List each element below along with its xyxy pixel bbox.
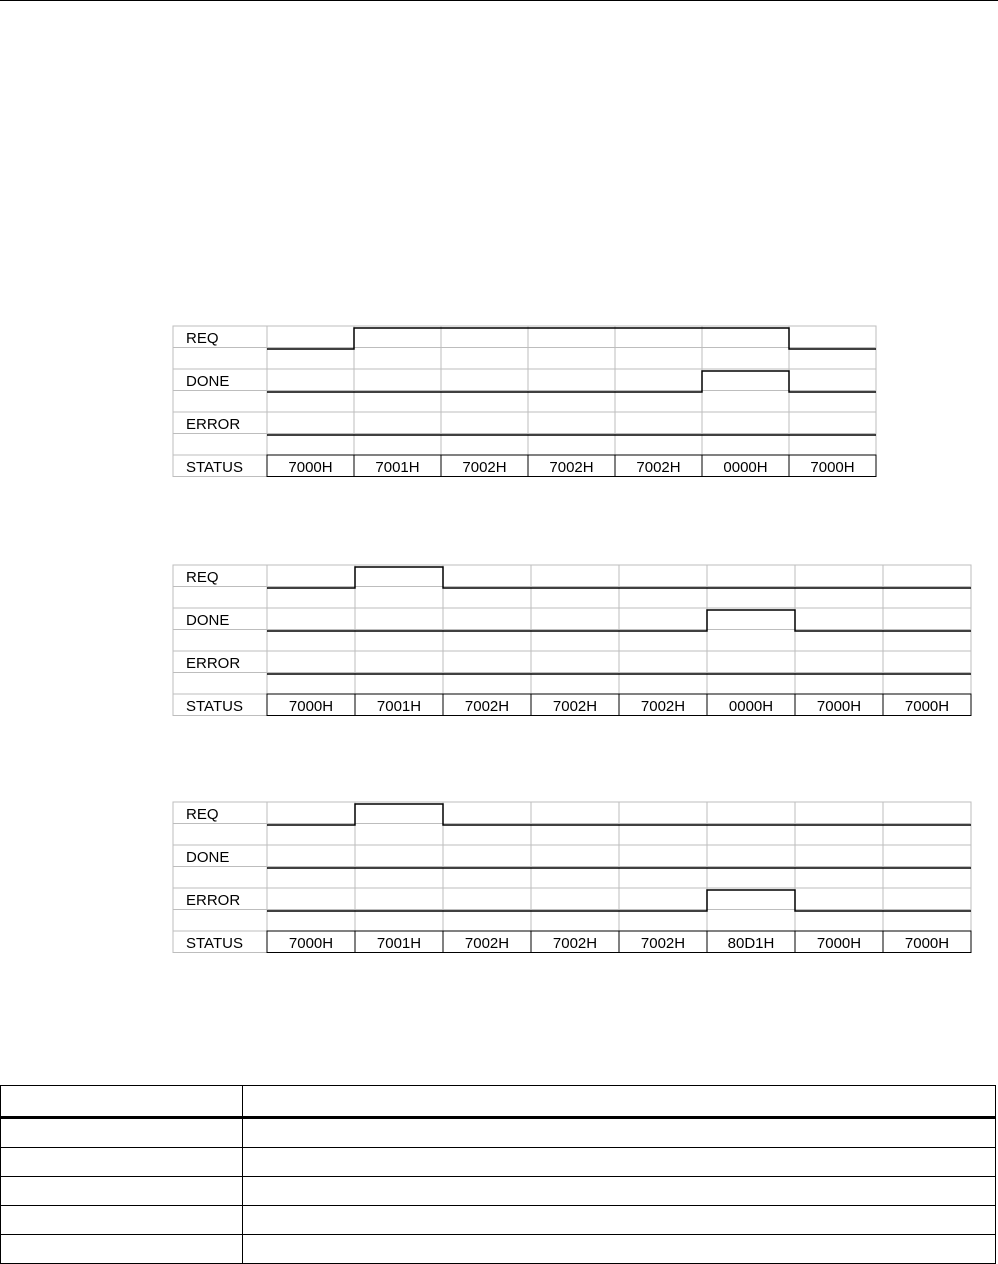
table-header-row — [1, 1086, 996, 1118]
signal-label-req: REQ — [186, 569, 219, 586]
status-value: 7000H — [810, 459, 855, 476]
status-value: 7001H — [376, 935, 422, 952]
signal-label-error: ERROR — [186, 892, 241, 909]
status-value: 7002H — [640, 935, 686, 952]
status-value: 0000H — [728, 698, 774, 715]
table-cell — [243, 1206, 996, 1235]
status-value: 7000H — [904, 698, 950, 715]
status-value: 7002H — [552, 935, 598, 952]
table-cell — [243, 1148, 996, 1177]
table-row — [1, 1148, 996, 1177]
status-value: 7002H — [552, 698, 598, 715]
status-value: 7000H — [816, 698, 862, 715]
table-row — [1, 1235, 996, 1264]
table-row — [1, 1118, 996, 1148]
signal-label-done: DONE — [186, 612, 230, 629]
bottom-table — [0, 1085, 996, 1264]
status-label: STATUS — [186, 459, 243, 476]
signal-label-done: DONE — [186, 373, 230, 390]
table-cell — [1, 1206, 243, 1235]
table-header-cell — [243, 1086, 996, 1118]
status-value: 7000H — [904, 935, 950, 952]
status-value: 7000H — [288, 935, 334, 952]
status-label: STATUS — [186, 698, 243, 715]
top-rule — [0, 0, 998, 1]
status-value: 7002H — [464, 935, 510, 952]
signal-label-req: REQ — [186, 806, 219, 823]
table-cell — [243, 1235, 996, 1264]
status-value: 7000H — [288, 698, 334, 715]
table-cell — [1, 1177, 243, 1206]
signal-label-done: DONE — [186, 849, 230, 866]
table-cell — [1, 1118, 243, 1148]
timing-diagram-1 — [172, 325, 877, 483]
status-value: 7002H — [640, 698, 686, 715]
waveform-req — [267, 328, 876, 349]
status-value: 7002H — [549, 459, 594, 476]
signal-label-req: REQ — [186, 330, 219, 347]
status-value: 7000H — [288, 459, 333, 476]
table-header-cell — [1, 1086, 243, 1118]
status-label: STATUS — [186, 935, 243, 952]
status-value: 7002H — [462, 459, 507, 476]
table-row — [1, 1206, 996, 1235]
table-cell — [243, 1177, 996, 1206]
table-row — [1, 1177, 996, 1206]
waveform-done — [267, 371, 876, 392]
timing-diagram-3 — [172, 801, 978, 959]
status-value: 0000H — [723, 459, 768, 476]
table-cell — [243, 1118, 996, 1148]
status-value: 7001H — [376, 698, 422, 715]
table-cell — [1, 1235, 243, 1264]
status-value: 7000H — [816, 935, 862, 952]
status-value: 7001H — [375, 459, 420, 476]
status-value: 7002H — [636, 459, 681, 476]
table-cell — [1, 1148, 243, 1177]
signal-label-error: ERROR — [186, 655, 241, 672]
status-value: 80D1H — [727, 935, 775, 952]
signal-label-error: ERROR — [186, 416, 241, 433]
timing-diagram-2 — [172, 564, 978, 722]
status-value: 7002H — [464, 698, 510, 715]
